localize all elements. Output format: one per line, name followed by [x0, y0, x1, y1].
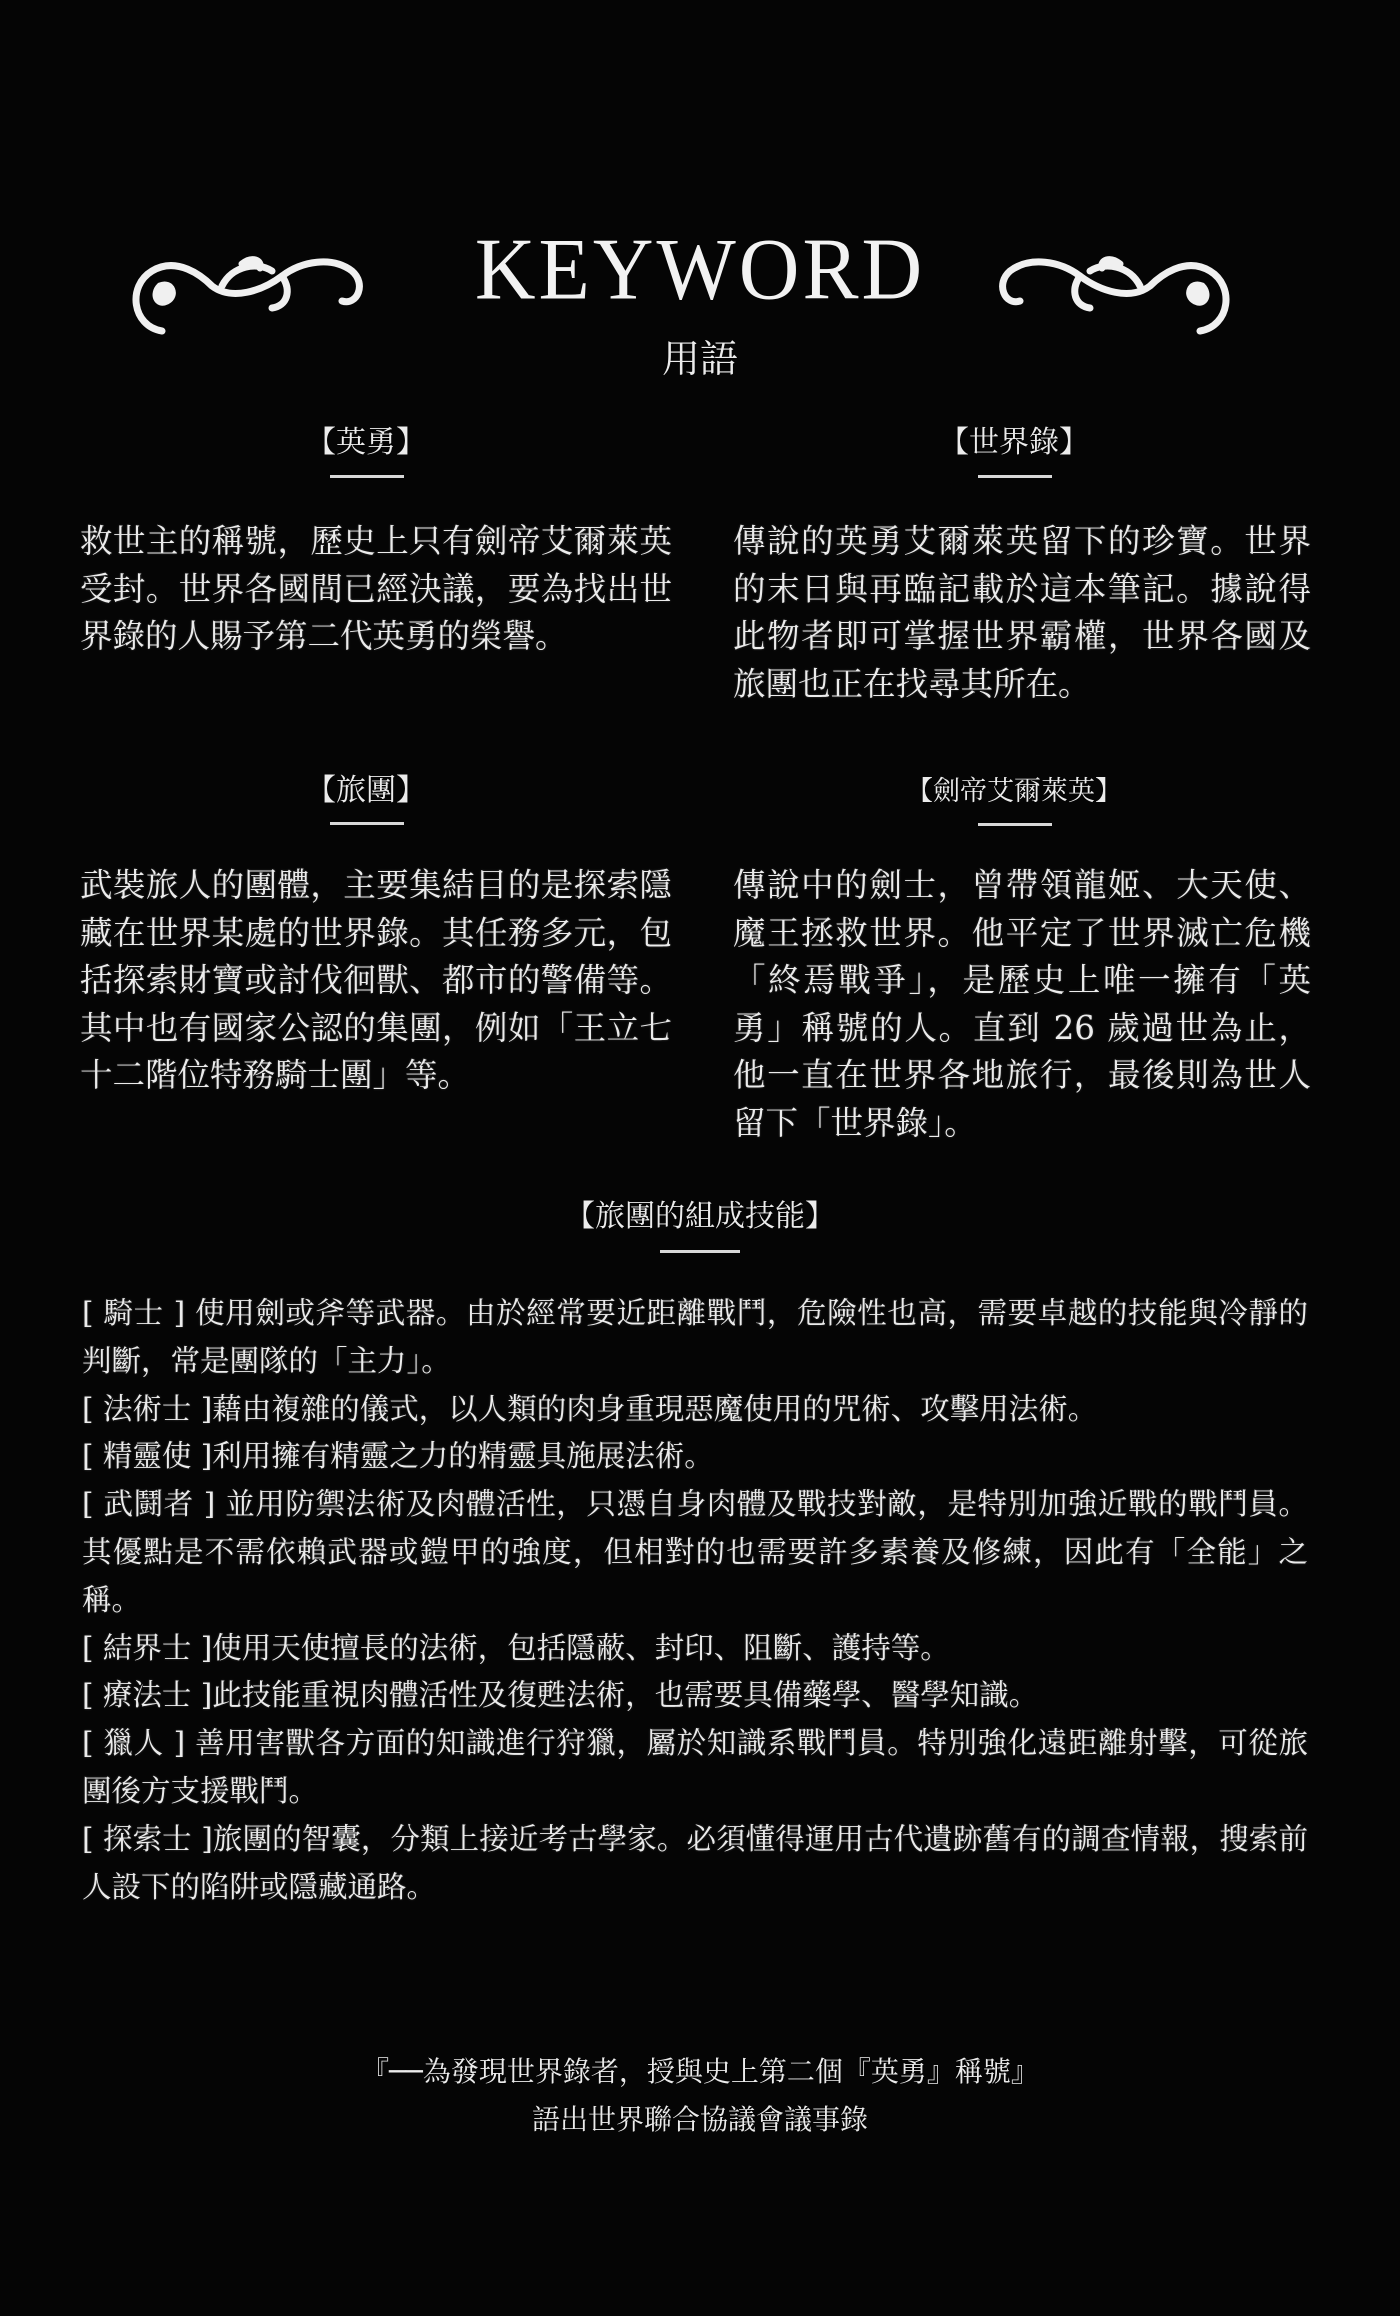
skill-item — [82, 1672, 1308, 1720]
skill-item — [82, 1290, 1308, 1386]
skills-list — [82, 1290, 1308, 1911]
term-heading: 【旅團】 — [306, 773, 426, 808]
skill-desc: 使用天使擅長的法術，包括隱蔽、封印、阻斷、護持等。 — [212, 1630, 950, 1665]
term-description: 傳說中的劍士，曾帶領龍姬、大天使、魔王拯救世界。他平定了世界滅亡危機「終焉戰爭」，是歷史上唯一擁有「英勇」稱號的人。直到 26 歲過世為止，他一直在世界各地旅行，最後則為世人留下「世界錄」。 — [733, 866, 1311, 1142]
divider — [330, 475, 404, 478]
page-subtitle: 用語 — [661, 337, 738, 381]
skill-item — [82, 1625, 1308, 1673]
term-description: 傳說的英勇艾爾萊英留下的珍寶。世界的末日與再臨記載於這本筆記。據說得此物者即可掌握世界霸權，世界各國及旅團也正在找尋其所在。 — [733, 522, 1311, 703]
skill-name: [ 療法士 ] — [82, 1678, 213, 1713]
skill-name: [ 結界士 ] — [82, 1630, 213, 1665]
page-title: KEYWORD — [474, 220, 926, 319]
skill-desc: 利用擁有精靈之力的精靈具施展法術。 — [212, 1439, 714, 1474]
skill-desc: 善用害獸各方面的知識進行狩獵，屬於知識系戰鬥員。特別強化遠距離射擊，可從旅團後方支援戰鬥。 — [82, 1726, 1308, 1808]
skill-item — [82, 1386, 1308, 1434]
footer-source: 語出世界聯合協議會議事錄 — [531, 2103, 868, 2136]
term-heading: 【世界錄】 — [939, 425, 1089, 460]
skill-name: [ 武鬪者 ] — [82, 1487, 216, 1522]
skill-desc: 此技能重視肉體活性及復甦法術，也需要具備藥學、醫學知識。 — [212, 1678, 1039, 1713]
term-description: 武裝旅人的團體，主要集結目的是探索隱藏在世界某處的世界錄。其任務多元，包括探索財寶或討伐徊獸、都市的警備等。其中也有國家公認的集團，例如「王立七十二階位特務騎士團」等。 — [80, 866, 672, 1094]
footer-quote: 『──為發現世界錄者，授與史上第二個『英勇』稱號』 — [361, 2055, 1039, 2088]
skill-name: [ 騎士 ] — [82, 1296, 186, 1330]
skill-item — [82, 1720, 1308, 1816]
divider — [978, 823, 1052, 826]
term-heading: 【英勇】 — [306, 425, 426, 460]
term-description: 救世主的稱號，歷史上只有劍帝艾爾萊英受封。世界各國間已經決議，要為找出世界錄的人賜予第二代英勇的榮譽。 — [80, 522, 672, 655]
term-heading: 【劍帝艾爾萊英】 — [906, 776, 1122, 807]
divider — [660, 1250, 740, 1253]
skill-desc: 並用防禦法術及肉體活性，只憑自身肉體及戰技對敵，是特別加強近戰的戰鬥員。其優點是不需依賴武器或鎧甲的強度，但相對的也需要許多素養及修練，因此有「全能」之稱。 — [82, 1487, 1308, 1617]
skill-name: [ 獵人 ] — [82, 1726, 186, 1761]
skill-desc: 藉由複雜的儀式，以人類的肉身重現惡魔使用的咒術、攻擊用法術。 — [212, 1391, 1098, 1426]
skill-name: [ 法術士 ] — [82, 1391, 213, 1426]
divider — [978, 475, 1052, 478]
skill-item — [82, 1816, 1308, 1912]
skill-item — [82, 1481, 1308, 1624]
skills-heading: 【旅團的組成技能】 — [565, 1199, 835, 1234]
skill-name: [ 精靈使 ] — [82, 1439, 213, 1474]
skill-name: [ 探索士 ] — [82, 1821, 213, 1856]
skill-desc: 使用劍或斧等武器。由於經常要近距離戰鬥，危險性也高，需要卓越的技能與冷靜的判斷，常是團隊的「主力」。 — [82, 1296, 1308, 1378]
skill-desc: 旅團的智囊，分類上接近考古學家。必須懂得運用古代遺跡舊有的調查情報，搜索前人設下的陷阱或隱藏通路。 — [82, 1821, 1308, 1904]
skill-item — [82, 1433, 1308, 1481]
divider — [330, 822, 404, 825]
